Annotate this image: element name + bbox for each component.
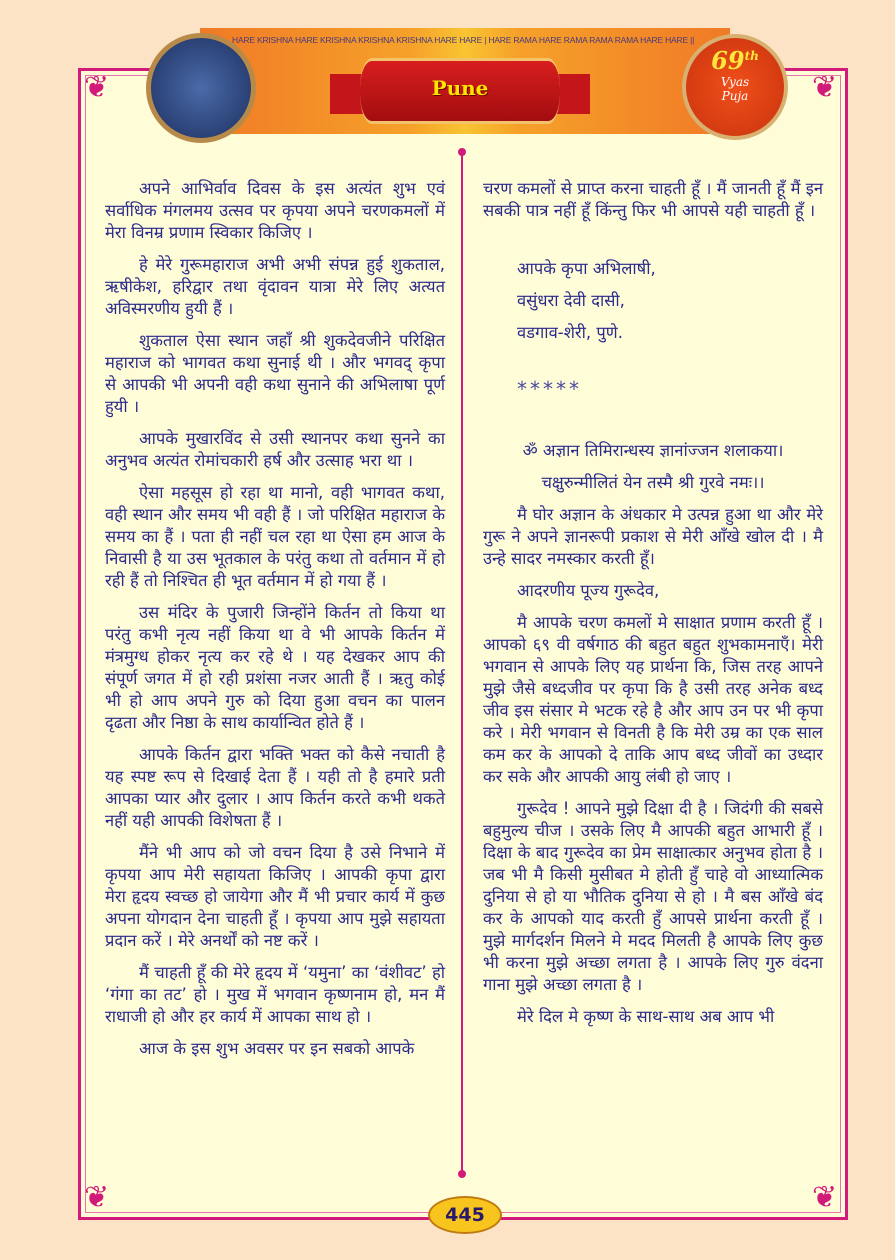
- paragraph: आज के इस शुभ अवसर पर इन सबको आपके: [139, 1039, 415, 1058]
- shloka-line: ॐ अज्ञान तिमिरान्धस्य ज्ञानांज्जन शलाकया।: [522, 441, 784, 460]
- paragraph: मैं चाहती हूँ की मेरे हृदय में ‘यमुना’ का ‘वंशीवट’ हो ‘गंगा का तट’ हो । मुख में भगवान कृष्णनाम हो, मन मैं राधाजी हो और हर कार्य में आपका साथ हो ।: [105, 963, 445, 1026]
- separator-stars: *****: [517, 377, 582, 401]
- paragraph: ऐसा महसूस हो रहा था मानो, वही भागवत कथा, वही स्थान और समय भी वही हैं । जो परिक्षित महाराज के समय का हैं । पता ही नहीं चल रहा था ऐसा हम आज के निवासी है या उस भूतकाल के परंतु कथा तो वर्तमान में हो रही हैं तो निश्चित ही भूत वर्तमान में हो गया हैं ।: [105, 483, 445, 590]
- paragraph: हे मेरे गुरूमहाराज अभी अभी संपन्न हुई शुकताल, ऋषीकेश, हरिद्वार तथा वृंदावन यात्रा मेरे लिए अत्यत अविस्मरणीय हुयी हैं ।: [105, 255, 445, 318]
- salutation: आदरणीय पूज्य गुरूदेव,: [517, 581, 660, 600]
- paragraph: गुरूदेव ! आपने मुझे दिक्षा दी है । जिदंगी की सबसे बहुमुल्य चीज । उसके लिए मै आपकी बहुत आभारी हूँ । दिक्षा के बाद गुरूदेव का प्रेम साक्षात्कार अनुभव होता है । जब भी मै किसी मुसीबत मे होती हुँ चाहे वो आध्यात्मिक दुनिया से हो या भौतिक दुनिया से हो । मै बस आँखे बंद कर के आपको याद करती हुँ आपसे प्रार्थना करती हूँ । मुझे मार्गदर्शन मिलने मे मदद मिलती है आपके लिए कुछ भी करना मुझे अच्छा लगता है । आपके लिए गुरु वंदना गाना मुझे अच्छा लगता है ।: [483, 799, 823, 994]
- paragraph: उस मंदिर के पुजारी जिन्होंने किर्तन तो किया था परंतु कभी नृत्य नहीं किया था वे भी आपके किर्तन में मंत्रमुग्ध होकर नृत्य कर रहे थे । यह देखकर आप की संपूर्ण जगत में हो रही प्रशंसा नजर आती हैं । ऋतु कोई भी हो आप अपने गुरु को दिया हुआ वचन का पालन दृढता और निष्ठा के साथ कार्यान्वित होते हैं ।: [105, 603, 445, 732]
- mantra-text: HARE KRISHNA HARE KRISHNA KRISHNA KRISHNA HARE HARE | HARE RAMA HARE RAMA RAMA RAMA HARE HARE ||: [232, 35, 695, 45]
- divider-dot: [458, 148, 466, 156]
- paragraph: शुकताल ऐसा स्थान जहाँ श्री शुकदेवजीने परिक्षित महाराज को भागवत कथा सुनाई थी । और भगवद् कृपा से आपकी भी अपनी वही कथा सुनाने की अभिलाषा पूर्ण हुयी ।: [105, 331, 445, 416]
- signature-line: वसुंधरा देवी दासी,: [517, 291, 625, 310]
- badge-line1: Vyas: [720, 75, 750, 89]
- badge-suffix: th: [744, 49, 759, 63]
- paragraph: अपने आभिर्वाव दिवस के इस अत्यंत शुभ एवं सर्वाधिक मंगलमय उत्सव पर कृपया अपने चरणकमलों में मेरा विनम्र प्रणाम स्विकार किजिए ।: [105, 179, 445, 242]
- badge-line2: Puja: [721, 89, 749, 103]
- paragraph: आपके किर्तन द्वारा भक्ति भक्त को कैसे नचाती है यह स्पष्ट रूप से दिखाई देता हैं । यही तो है हमारे प्रती आपका प्यार और दुलार । आप किर्तन करते कभी थकते नहीं यही आपकी विशेषता हैं ।: [105, 745, 445, 830]
- corner-ornament: ❦: [84, 70, 110, 105]
- paragraph: मै घोर अज्ञान के अंधकार मे उत्पन्न हुआ था और मेरे गुरू ने अपने ज्ञानरूपी प्रकाश से मेरी आँखे खोल दी । मै उन्हे सादर नमस्कार करती हूँ।: [483, 505, 823, 568]
- city-title: Pune: [431, 76, 489, 100]
- right-column: [483, 178, 823, 1038]
- corner-ornament: ❦: [84, 1180, 110, 1215]
- corner-ornament: ❦: [812, 70, 838, 105]
- paragraph: चरण कमलों से प्राप्त करना चाहती हूँ । मैं जानती हूँ मैं इन सबकी पात्र नहीं हूँ किंन्तु फिर भी आपसे यही चाहती हूँ ।: [483, 179, 823, 220]
- paragraph: मेरे दिल मे कृष्ण के साथ-साथ अब आप भी: [517, 1007, 775, 1026]
- column-divider: [461, 152, 463, 1174]
- signature-line: वडगाव-शेरी, पुणे.: [517, 323, 623, 342]
- left-column: [105, 178, 445, 1070]
- shloka-line: चक्षुरुन्मीलितं येन तस्मै श्री गुरवे नमः।।: [541, 473, 765, 492]
- paragraph: मैंने भी आप को जो वचन दिया है उसे निभाने में कृपया आप मेरी सहायता किजिए । आपकी कृपा द्वारा मेरा हृदय स्वच्छ हो जायेगा और मैं भी प्रचार कार्य में कुछ अपना योगदान देना चाहती हूँ । कृपया आप मुझे सहायता प्रदान करें । मेरे अनर्थों को नष्ट करें ।: [105, 843, 445, 950]
- deity-image: [146, 33, 256, 143]
- divider-dot: [458, 1170, 466, 1178]
- paragraph: मै आपके चरण कमलों मे साक्षात प्रणाम करती हूँ । आपको ६९ वी वर्षगाठ की बहुत बहुत शुभकामनाएँ। मेरी भगवान से आपके लिए यह प्रार्थना कि, जिस तरह आपने मुझे जैसे बध्दजीव पर कृपा कि है उसी तरह अनेक बध्द जीव इस संसार मे भटक रहे है और आप उन पर भी कृपा करे । मेरी भगवान से विनती है कि मेरी उम्र का एक साल कम कर के आपको दे ताकि आप बध्द जीवों का उध्दार कर सके और आपकी आयु लंबी हो जाए ।: [483, 613, 823, 786]
- corner-ornament: ❦: [812, 1180, 838, 1215]
- paragraph: आपके मुखारविंद से उसी स्थानपर कथा सुनने का अनुभव अत्यंत रोमांचकारी हर्ष और उत्साह भरा था ।: [105, 429, 445, 470]
- page-number: 445: [428, 1196, 502, 1234]
- badge-number: 69: [711, 46, 745, 75]
- vyas-puja-badge: [682, 34, 788, 140]
- signature-line: आपके कृपा अभिलाषी,: [517, 259, 656, 278]
